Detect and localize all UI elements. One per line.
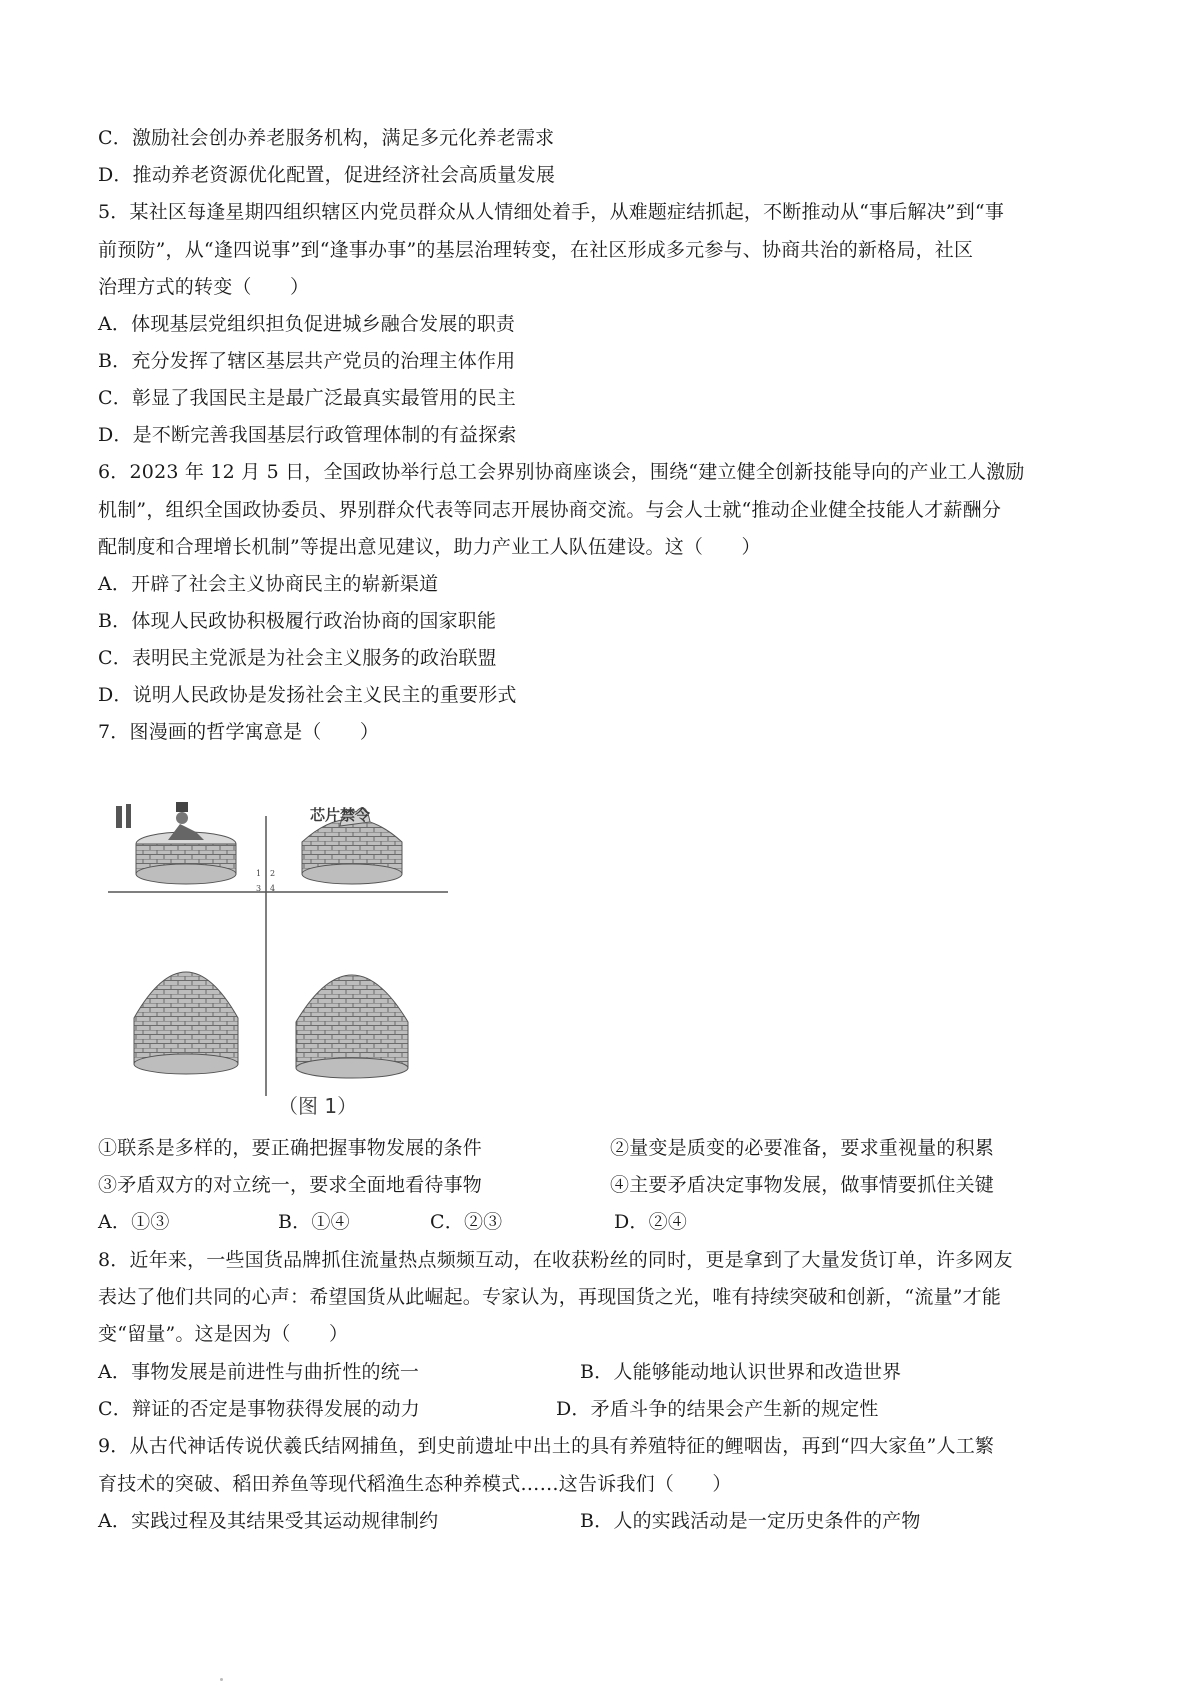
quadrant-label-3: 3 — [256, 884, 262, 893]
q5-stem-line-1: 5．某社区每逢星期四组织辖区内党员群众从人情细处着手，从难题症结抓起，不断推动从“事后解决”到“事 — [98, 201, 1005, 223]
q7-statement-3: ③矛盾双方的对立统一，要求全面地看待事物 — [98, 1174, 483, 1196]
well-quadrant-1 — [136, 802, 236, 884]
q6-stem-line-2: 机制”，组织全国政协委员、界别群众代表等同志开展协商交流。与会人士就“推动企业健全技能人才薪酬分 — [98, 499, 1002, 521]
q9-option-b: B．人的实践活动是一定历史条件的产物 — [580, 1510, 921, 1532]
well-quadrant-3 — [134, 972, 238, 1074]
q9-option-a: A．实践过程及其结果受其运动规律制约 — [98, 1510, 439, 1532]
q7-statement-2: ②量变是质变的必要准备，要求重视量的积累 — [610, 1137, 995, 1159]
cartoon-illustration — [108, 796, 500, 1124]
q7-option-b: B．①④ — [278, 1211, 350, 1233]
q7-statement-4: ④主要矛盾决定事物发展，做事情要抓住关键 — [610, 1174, 995, 1196]
footer-mark — [220, 1678, 223, 1681]
q8-option-c: C．辩证的否定是事物获得发展的动力 — [98, 1398, 420, 1420]
q7-stem: 7．图漫画的哲学寓意是（ ） — [98, 721, 380, 743]
q8-stem-line-1: 8．近年来，一些国货品牌抓住流量热点频频互动，在收获粉丝的同时，更是拿到了大量发货订单，许多网友 — [98, 1249, 1013, 1271]
q6-option-a: A．开辟了社会主义协商民主的崭新渠道 — [98, 573, 439, 595]
q9-stem-line-2: 育技术的突破、稻田养鱼等现代稻渔生态种养模式……这告诉我们（ ） — [98, 1473, 732, 1495]
q5-option-a: A．体现基层党组织担负促进城乡融合发展的职责 — [98, 313, 516, 335]
q5-option-b: B．充分发挥了辖区基层共产党员的治理主体作用 — [98, 350, 516, 372]
q7-option-c: C．②③ — [430, 1211, 503, 1233]
q6-option-b: B．体现人民政协积极履行政治协商的国家职能 — [98, 610, 497, 632]
cartoon-figure — [108, 796, 500, 1124]
q6-stem-line-3: 配制度和合理增长机制”等提出意见建议，助力产业工人队伍建设。这（ ） — [98, 536, 761, 558]
q6-option-d: D．说明人民政协是发扬社会主义民主的重要形式 — [98, 684, 517, 706]
q8-option-d: D．矛盾斗争的结果会产生新的规定性 — [556, 1398, 879, 1420]
quadrant-label-1: 1 — [256, 869, 262, 878]
q5-option-c: C．彰显了我国民主是最广泛最真实最管用的民主 — [98, 387, 516, 409]
q5-stem-line-3: 治理方式的转变（ ） — [98, 276, 310, 298]
figure-caption: （图 1） — [278, 1094, 358, 1118]
q5-option-d: D．是不断完善我国基层行政管理体制的有益探索 — [98, 424, 517, 446]
q7-option-a: A．①③ — [98, 1211, 170, 1233]
q4-option-c: C．激励社会创办养老服务机构，满足多元化养老需求 — [98, 127, 555, 149]
figure-title: 芯片禁令 — [310, 806, 371, 824]
quadrant-label-2: 2 — [270, 869, 276, 878]
q5-stem-line-2: 前预防”，从“逢四说事”到“逢事办事”的基层治理转变，在社区形成多元参与、协商共治的新格局，社区 — [98, 239, 974, 261]
q4-option-d: D．推动养老资源优化配置，促进经济社会高质量发展 — [98, 164, 556, 186]
q8-option-b: B．人能够能动地认识世界和改造世界 — [580, 1361, 902, 1383]
q6-option-c: C．表明民主党派是为社会主义服务的政治联盟 — [98, 647, 497, 669]
q8-option-a: A．事物发展是前进性与曲折性的统一 — [98, 1361, 420, 1383]
well-quadrant-4 — [296, 975, 408, 1078]
q7-statement-1: ①联系是多样的，要正确把握事物发展的条件 — [98, 1137, 483, 1159]
q8-stem-line-3: 变“留量”。这是因为（ ） — [98, 1323, 349, 1345]
q6-stem-line-1: 6．2023 年 12 月 5 日，全国政协举行总工会界别协商座谈会，围绕“建立健全创新技能导向的产业工人激励 — [98, 461, 1025, 483]
quadrant-label-4: 4 — [270, 884, 276, 893]
q9-stem-line-1: 9．从古代神话传说伏羲氏结网捕鱼，到史前遗址中出土的具有养殖特征的鲤咽齿，再到“四大家鱼”人工繁 — [98, 1435, 995, 1457]
q7-option-d: D．②④ — [614, 1211, 688, 1233]
q8-stem-line-2: 表达了他们共同的心声：希望国货从此崛起。专家认为，再现国货之光，唯有持续突破和创新，“流量”才能 — [98, 1286, 1002, 1308]
